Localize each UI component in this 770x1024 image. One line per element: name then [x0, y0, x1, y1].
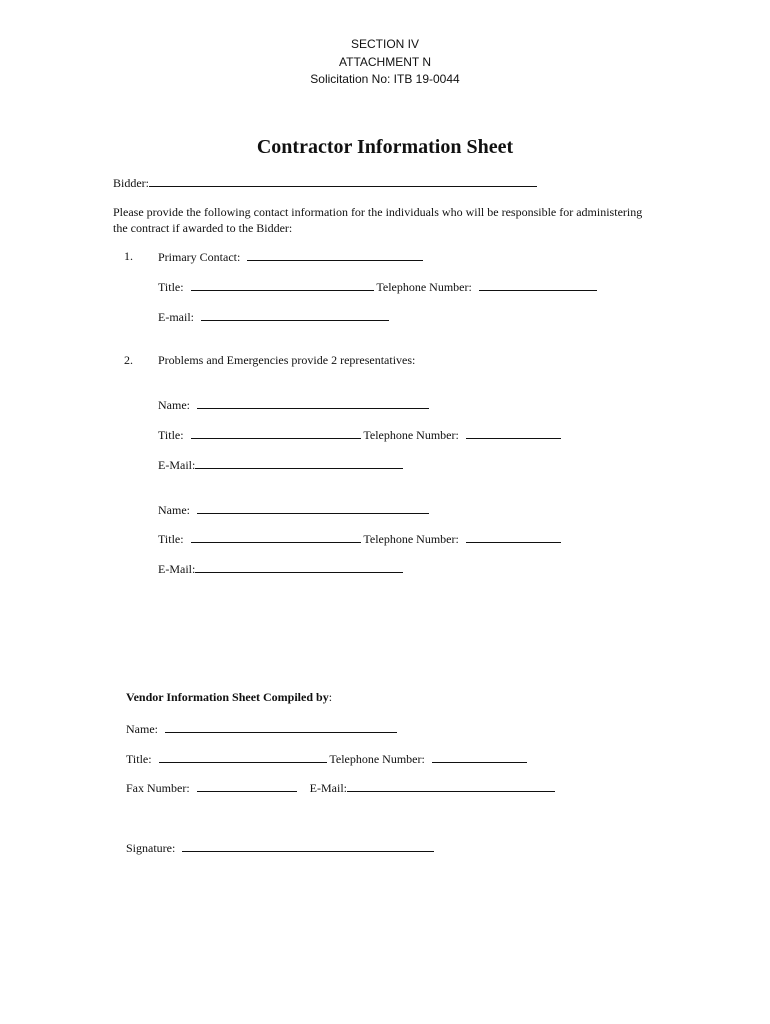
rep2-telephone-label: Telephone Number:: [363, 532, 459, 546]
item1-title-label: Title:: [158, 280, 184, 294]
vendor-title-field[interactable]: [159, 751, 327, 763]
primary-contact-label: Primary Contact:: [158, 250, 241, 264]
vendor-heading-row: [126, 690, 332, 705]
primary-contact-row: [158, 249, 423, 265]
item1-telephone-field[interactable]: [479, 279, 597, 291]
item1-email-row: [158, 309, 389, 325]
rep2-name-label: Name:: [158, 503, 190, 517]
bidder-label: Bidder:: [113, 176, 149, 190]
rep1-email-field[interactable]: [195, 457, 403, 469]
vendor-name-label: Name:: [126, 722, 158, 736]
item1-title-field[interactable]: [191, 279, 374, 291]
rep1-name-label: Name:: [158, 398, 190, 412]
rep1-title-row: [158, 427, 561, 443]
item1-telephone-label: Telephone Number:: [376, 280, 472, 294]
rep1-email-label: E-Mail:: [158, 458, 196, 472]
bidder-field[interactable]: [149, 175, 537, 187]
solicitation-number: Solicitation No: ITB 19-0044: [310, 72, 460, 86]
rep2-telephone-field[interactable]: [466, 531, 561, 543]
vendor-telephone-label: Telephone Number:: [329, 752, 425, 766]
instructions-text: Please provide the following contact information for the individuals who will be responsible for administering the contract if awarded to the Bidder:: [113, 205, 643, 235]
rep1-title-field[interactable]: [191, 427, 361, 439]
rep2-name-row: [158, 502, 429, 518]
item1-title-row: [158, 279, 597, 295]
page-title: Contractor Information Sheet: [256, 136, 514, 158]
rep2-email-row: [158, 561, 403, 577]
vendor-name-row: [126, 721, 397, 737]
section-label: SECTION IV: [350, 37, 419, 51]
vendor-signature-field[interactable]: [182, 840, 434, 852]
vendor-name-field[interactable]: [165, 721, 397, 733]
rep2-name-field[interactable]: [197, 502, 429, 514]
rep1-name-row: [158, 397, 429, 413]
vendor-email-field[interactable]: [347, 780, 555, 792]
primary-contact-field[interactable]: [247, 249, 423, 261]
item1-number: 1.: [124, 249, 133, 263]
vendor-fax-email-row: [126, 780, 555, 796]
rep1-telephone-label: Telephone Number:: [363, 428, 459, 442]
bidder-row: [113, 175, 537, 191]
item1-email-field[interactable]: [201, 309, 389, 321]
vendor-signature-label: Signature:: [126, 841, 176, 855]
vendor-fax-label: Fax Number:: [126, 781, 190, 795]
rep2-email-label: E-Mail:: [158, 562, 196, 576]
rep2-title-row: [158, 531, 561, 547]
item2-number: 2.: [124, 353, 133, 367]
rep1-telephone-field[interactable]: [466, 427, 561, 439]
rep2-email-field[interactable]: [195, 561, 403, 573]
rep1-email-row: [158, 457, 403, 473]
item1-email-label: E-mail:: [158, 310, 194, 324]
vendor-title-label: Title:: [126, 752, 152, 766]
vendor-heading: Vendor Information Sheet Compiled by: [126, 690, 329, 704]
vendor-email-label: E-Mail:: [309, 781, 347, 795]
item2-heading: Problems and Emergencies provide 2 representatives:: [158, 353, 416, 367]
rep1-name-field[interactable]: [197, 397, 429, 409]
vendor-fax-field[interactable]: [197, 780, 297, 792]
attachment-label: ATTACHMENT N: [339, 55, 431, 69]
rep2-title-label: Title:: [158, 532, 184, 546]
vendor-telephone-field[interactable]: [432, 751, 527, 763]
vendor-signature-row: [126, 840, 434, 856]
rep2-title-field[interactable]: [191, 531, 361, 543]
rep1-title-label: Title:: [158, 428, 184, 442]
vendor-title-row: [126, 751, 527, 767]
vendor-heading-colon: :: [328, 690, 333, 704]
